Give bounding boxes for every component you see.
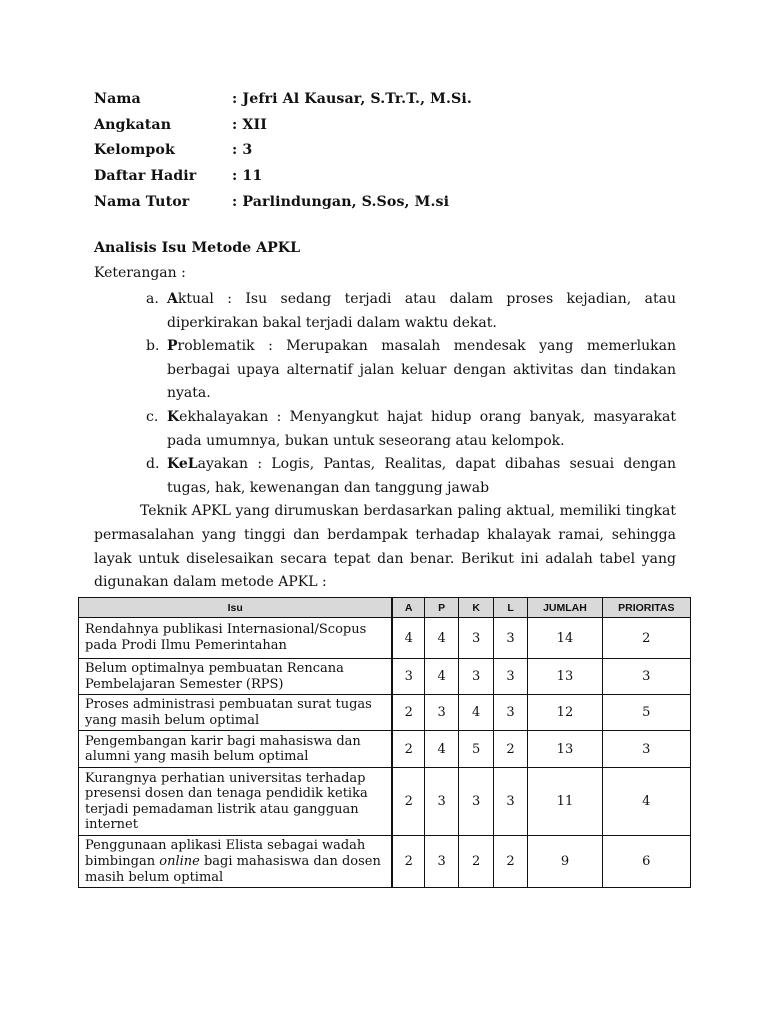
cell-a: 4 bbox=[392, 618, 424, 659]
cell-l: 2 bbox=[493, 836, 527, 888]
cell-isu: Pengembangan karir bagi mahasiswa dan alumni yang masih belum optimal bbox=[79, 731, 393, 768]
isu-text-pre: Penggunaan aplikasi Elista sebagai wadah bimbingan bbox=[85, 838, 366, 870]
cell-p: 3 bbox=[424, 695, 458, 731]
info-label: Nama Tutor bbox=[94, 194, 190, 211]
cell-isu: Belum optimalnya pembuatan Rencana Pembelajaran Semester (RPS) bbox=[79, 659, 393, 695]
list-marker: b. bbox=[146, 338, 160, 355]
keterangan-label: Keterangan : bbox=[94, 265, 186, 281]
cell-k: 5 bbox=[459, 731, 493, 768]
cell-l: 3 bbox=[493, 695, 527, 731]
criteria-item-kekhalayakan bbox=[146, 406, 676, 453]
cell-jumlah: 13 bbox=[528, 659, 602, 695]
cell-k: 3 bbox=[459, 659, 493, 695]
apkl-table bbox=[78, 597, 691, 888]
criteria-term: ekhalayakan bbox=[179, 408, 269, 425]
cell-jumlah: 9 bbox=[528, 836, 602, 888]
cell-isu: Proses administrasi pembuatan surat tugas yang masih belum optimal bbox=[79, 695, 393, 731]
cell-jumlah: 13 bbox=[528, 731, 602, 768]
cell-prioritas: 4 bbox=[602, 768, 690, 836]
info-row-nama bbox=[94, 86, 472, 112]
info-value: : XII bbox=[232, 116, 267, 133]
table-row bbox=[79, 659, 691, 695]
criteria-initial: L bbox=[187, 456, 198, 473]
cell-prioritas: 3 bbox=[602, 659, 690, 695]
cell-l: 3 bbox=[493, 659, 527, 695]
column-header-isu: Isu bbox=[79, 598, 393, 618]
cell-jumlah: 11 bbox=[528, 768, 602, 836]
criteria-list bbox=[146, 288, 676, 500]
column-header-l: L bbox=[493, 598, 527, 618]
cell-prioritas: 3 bbox=[602, 731, 690, 768]
criteria-term: ayakan bbox=[197, 456, 249, 473]
cell-prioritas: 6 bbox=[602, 836, 690, 888]
info-value: : Parlindungan, S.Sos, M.si bbox=[232, 194, 450, 211]
info-row-angkatan bbox=[94, 112, 472, 138]
info-value: : 11 bbox=[232, 168, 263, 185]
isu-text-emphasis: online bbox=[159, 854, 200, 870]
cell-p: 4 bbox=[424, 659, 458, 695]
isu-text-post: bagi mahasiswa dan dosen masih belum optimal bbox=[85, 854, 381, 885]
criteria-item-problematik bbox=[146, 335, 676, 406]
column-header-prioritas: PRIORITAS bbox=[602, 598, 690, 618]
info-label: Nama bbox=[94, 90, 141, 107]
criteria-initial: A bbox=[167, 291, 178, 307]
info-value: : Jefri Al Kausar, S.Tr.T., M.Si. bbox=[232, 90, 472, 107]
criteria-item-aktual bbox=[146, 288, 676, 335]
list-marker: d. bbox=[146, 456, 160, 473]
criteria-term: roblematik bbox=[177, 338, 255, 355]
cell-isu: Kurangnya perhatian universitas terhadap presensi dosen dan tenaga pendidik ketika terjadi pemadaman listrik atau gangguan internet bbox=[79, 768, 393, 836]
cell-p: 3 bbox=[424, 768, 458, 836]
cell-p: 3 bbox=[424, 836, 458, 888]
cell-k: 3 bbox=[459, 618, 493, 659]
table-header-row bbox=[79, 598, 691, 618]
info-row-daftar-hadir bbox=[94, 163, 472, 189]
info-value: : 3 bbox=[232, 142, 253, 159]
criteria-desc: : Merupakan masalah mendesak yang memerlukan berbagai upaya alternatif jalan keluar dengan aktivitas dan tindakan nyata. bbox=[167, 338, 676, 402]
cell-prioritas: 2 bbox=[602, 618, 690, 659]
column-header-a: A bbox=[392, 598, 424, 618]
paragraph-text: Teknik APKL yang dirumuskan berdasarkan paling aktual, memiliki tingkat permasalahan yang tinggi dan berdampak terhadap khalayak ramai, sehingga layak untuk diselesaikan secara tepat dan benar. Berikut ini adalah tabel yang digunakan dalam metode APKL : bbox=[94, 503, 676, 591]
cell-isu bbox=[79, 836, 393, 888]
info-label: Angkatan bbox=[94, 116, 172, 133]
cell-a: 2 bbox=[392, 695, 424, 731]
criteria-text bbox=[167, 288, 676, 335]
cell-p: 4 bbox=[424, 731, 458, 768]
table-row bbox=[79, 731, 691, 768]
cell-p: 4 bbox=[424, 618, 458, 659]
criteria-item-kelayakan bbox=[146, 453, 676, 500]
cell-k: 3 bbox=[459, 768, 493, 836]
cell-a: 2 bbox=[392, 768, 424, 836]
column-header-k: K bbox=[459, 598, 493, 618]
table-row bbox=[79, 836, 691, 888]
cell-k: 4 bbox=[459, 695, 493, 731]
criteria-initial: P bbox=[167, 338, 178, 355]
cell-a: 2 bbox=[392, 836, 424, 888]
table-row bbox=[79, 618, 691, 659]
cell-isu: Rendahnya publikasi Internasional/Scopus pada Prodi Ilmu Pemerintahan bbox=[79, 618, 393, 659]
criteria-text bbox=[167, 453, 676, 500]
table-row bbox=[79, 768, 691, 836]
info-label: Kelompok bbox=[94, 142, 175, 159]
cell-a: 2 bbox=[392, 731, 424, 768]
criteria-desc: : Menyangkut hajat hidup orang banyak, masyarakat pada umumnya, bukan untuk seseorang atau kelompok. bbox=[167, 408, 676, 449]
column-header-p: P bbox=[424, 598, 458, 618]
cell-l: 2 bbox=[493, 731, 527, 768]
cell-prioritas: 5 bbox=[602, 695, 690, 731]
criteria-initial: K bbox=[167, 408, 180, 425]
criteria-text bbox=[167, 335, 676, 406]
cell-l: 3 bbox=[493, 768, 527, 836]
cell-jumlah: 14 bbox=[528, 618, 602, 659]
table-row bbox=[79, 695, 691, 731]
section-title: Analisis Isu Metode APKL bbox=[94, 240, 301, 256]
info-label: Daftar Hadir bbox=[94, 168, 197, 185]
column-header-jumlah: JUMLAH bbox=[528, 598, 602, 618]
criteria-desc: : Isu sedang terjadi atau dalam proses kejadian, atau diperkirakan bakal terjadi dalam waktu dekat. bbox=[167, 291, 676, 331]
cell-k: 2 bbox=[459, 836, 493, 888]
criteria-term: ktual bbox=[177, 291, 214, 307]
criteria-text bbox=[167, 406, 676, 453]
list-marker: a. bbox=[146, 291, 159, 307]
criteria-prefix: Ke bbox=[167, 456, 188, 473]
apkl-paragraph bbox=[94, 500, 676, 595]
criteria-desc: : Logis, Pantas, Realitas, dapat dibahas sesuai dengan tugas, hak, kewenangan dan tanggung jawab bbox=[167, 456, 676, 496]
cell-a: 3 bbox=[392, 659, 424, 695]
info-row-kelompok bbox=[94, 138, 472, 164]
info-row-nama-tutor bbox=[94, 189, 472, 215]
identity-block bbox=[94, 86, 472, 215]
cell-jumlah: 12 bbox=[528, 695, 602, 731]
list-marker: c. bbox=[146, 408, 159, 425]
cell-l: 3 bbox=[493, 618, 527, 659]
